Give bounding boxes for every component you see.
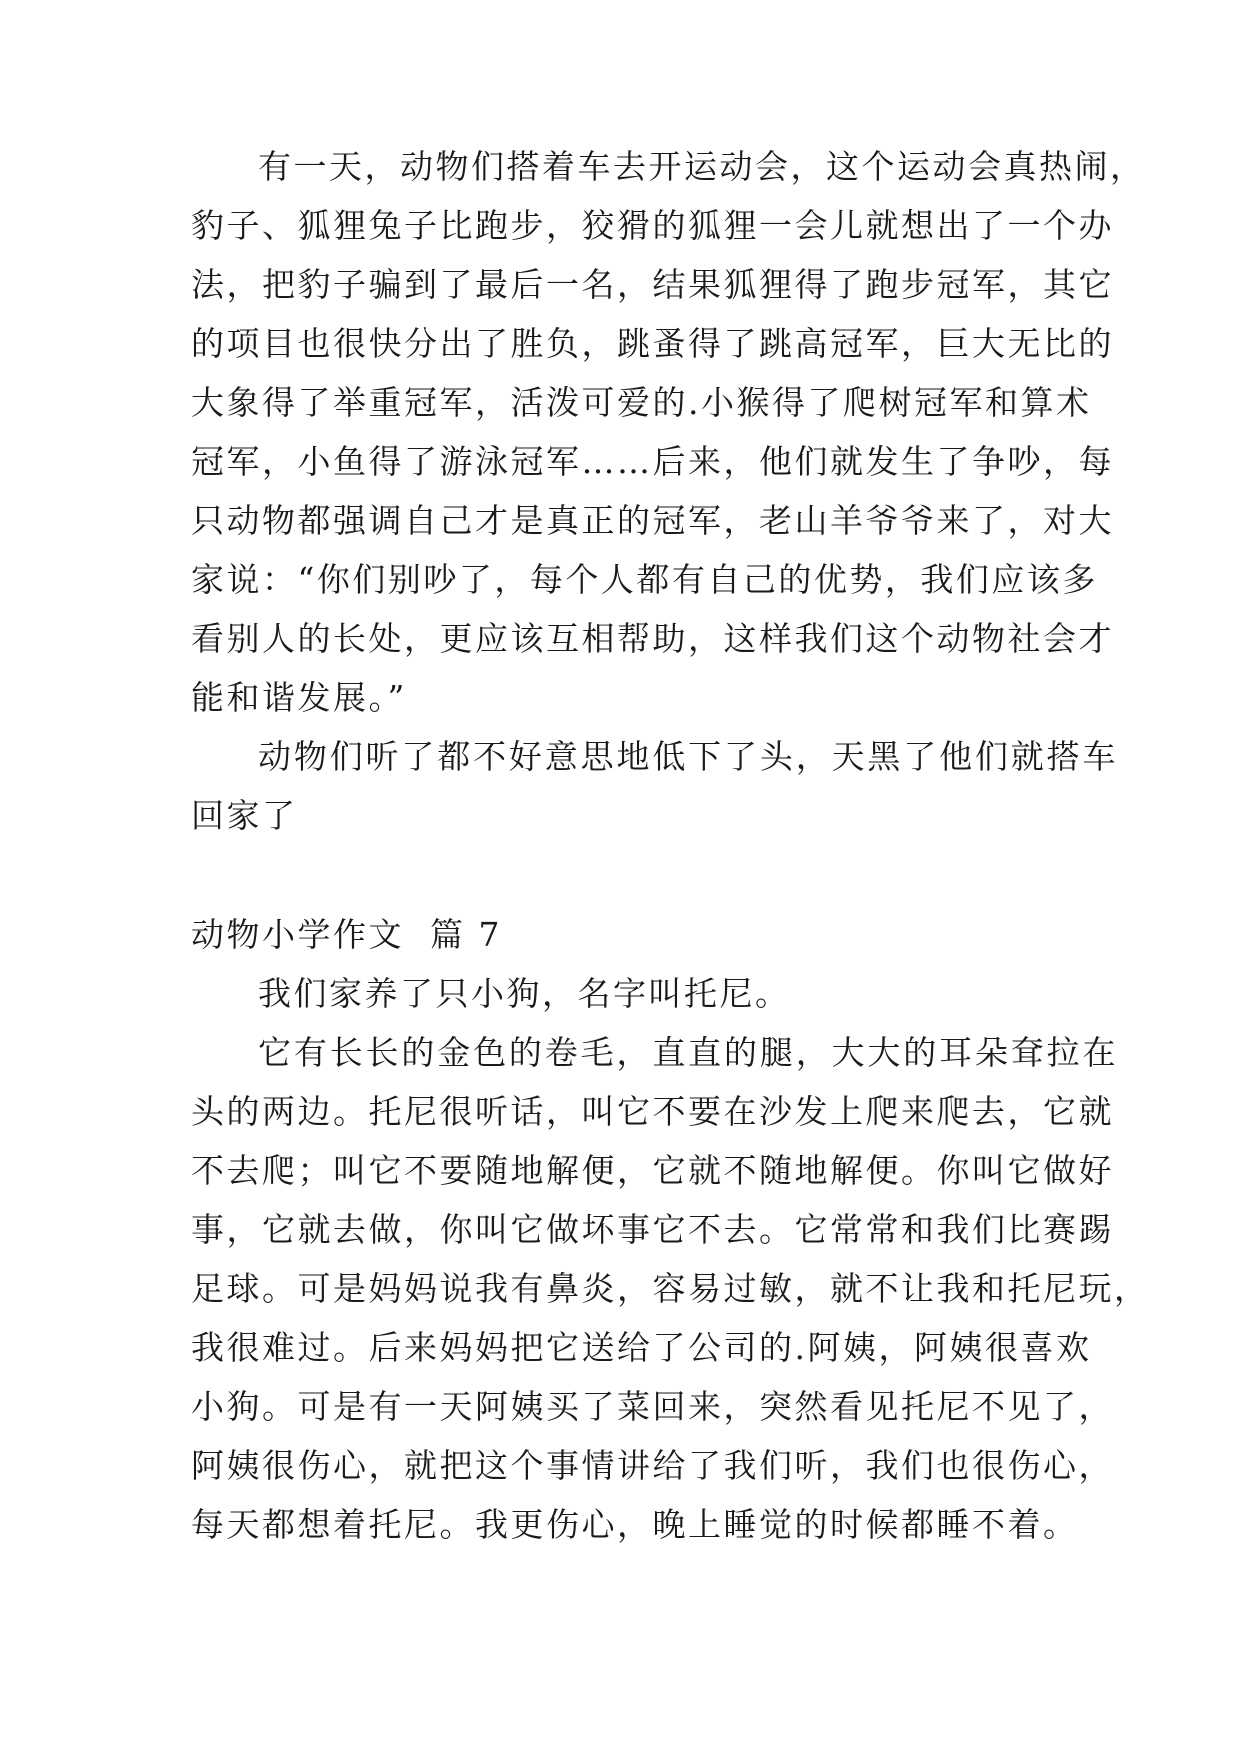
paragraph-line: 回家了 [191,796,298,835]
paragraph-line: 家说：“你们别吵了，每个人都有自己的优势，我们应该多 [191,560,1098,599]
paragraph-line: 能和谐发展。” [191,678,407,717]
paragraph-line: 我很难过。后来妈妈把它送给了公司的.阿姨，阿姨很喜欢 [191,1328,1092,1367]
paragraph-line: 的项目也很快分出了胜负，跳蚤得了跳高冠军，巨大无比的 [191,324,1114,363]
paragraph-line: 我们家养了只小狗，名字叫托尼。 [258,974,791,1013]
paragraph-line: 它有长长的金色的卷毛，直直的腿，大大的耳朵耷拉在 [258,1033,1118,1072]
paragraph-line: 不去爬；叫它不要随地解便，它就不随地解便。你叫它做好 [191,1151,1114,1190]
paragraph-line: 冠军，小鱼得了游泳冠军……后来，他们就发生了争吵，每 [191,442,1114,481]
paragraph-line: 头的两边。托尼很听话，叫它不要在沙发上爬来爬去，它就 [191,1092,1114,1131]
paragraph-line: 阿姨很伤心，就把这个事情讲给了我们听，我们也很伤心， [191,1446,1114,1485]
paragraph-line: 法，把豹子骗到了最后一名，结果狐狸得了跑步冠军，其它 [191,265,1114,304]
paragraph-line: 看别人的长处，更应该互相帮助，这样我们这个动物社会才 [191,619,1114,658]
paragraph-line: 有一天，动物们搭着车去开运动会，这个运动会真热闹， [258,147,1146,186]
paragraph-line: 动物们听了都不好意思地低下了头，天黑了他们就搭车 [258,737,1118,776]
paragraph-line: 每天都想着托尼。我更伤心，晚上睡觉的时候都睡不着。 [191,1505,1079,1544]
paragraph-line: 事，它就去做，你叫它做坏事它不去。它常常和我们比赛踢 [191,1210,1114,1249]
paragraph-line: 大象得了举重冠军，活泼可爱的.小猴得了爬树冠军和算术 [191,383,1092,422]
paragraph-line: 足球。可是妈妈说我有鼻炎，容易过敏，就不让我和托尼玩， [191,1269,1150,1308]
paragraph-line: 豹子、狐狸兔子比跑步，狡猾的狐狸一会儿就想出了一个办 [191,206,1114,245]
paragraph-line: 只动物都强调自己才是真正的冠军，老山羊爷爷来了，对大 [191,501,1114,540]
section-heading: 动物小学作文 篇 7 [191,915,502,954]
paragraph-line: 小狗。可是有一天阿姨买了菜回来，突然看见托尼不见了， [191,1387,1114,1426]
